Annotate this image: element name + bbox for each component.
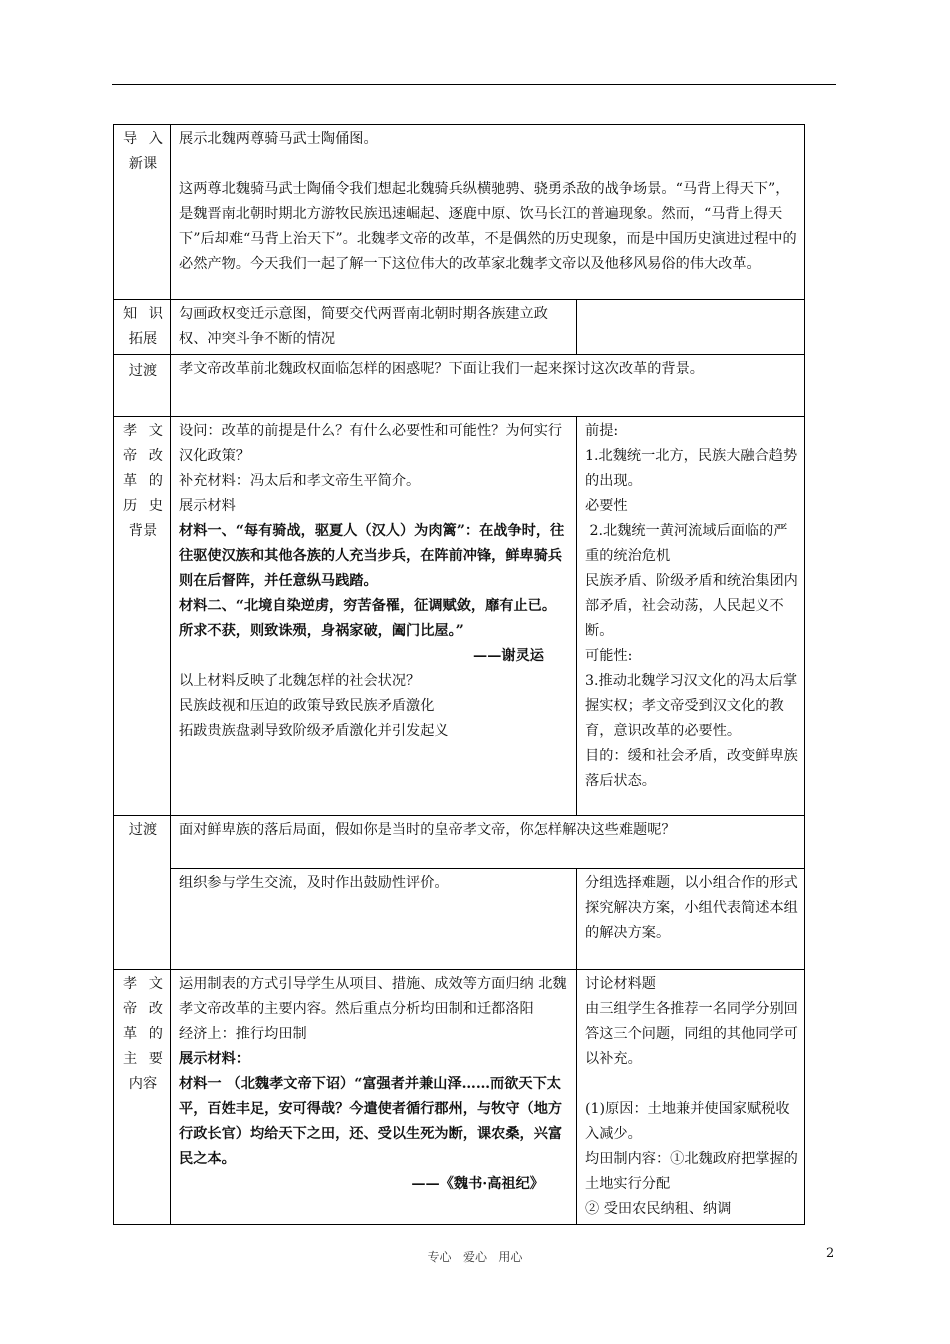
transition-1-cell [171,355,805,417]
label-background-line-4: 历 史 [123,498,163,514]
transition-2-right-cell [577,869,805,970]
row-content [114,970,805,1225]
background-right-4: 2.北魏统一黄河流域后面临的严重的统治危机 [585,523,788,564]
lesson-plan-table [113,124,805,1225]
label-background-line-5: 背景 [128,523,158,539]
label-background [114,417,171,816]
knowledge-text: 勾画政权变迁示意图，简要交代两晋南北朝时期各族建立政权、冲突斗争不断的情况 [179,306,548,347]
label-background-line-2: 帝 改 [123,448,163,464]
background-right-cell [577,417,805,816]
row-transition-2-top [114,816,805,869]
content-left-1: 运用制表的方式引导学生从项目、措施、成效等方面归纳 北魏孝文帝改革的主要内容。然后重点分析均田制和迁都洛阳 [179,976,567,1017]
background-right-1: 前提: [585,423,619,439]
intro-p2: 这两尊北魏骑马武士陶俑令我们想起北魏骑兵纵横驰骋、骁勇杀敌的战争场景。“马背上得天下”，是魏晋南北朝时期北方游牧民族迅速崛起、逐鹿中原、饮马长江的普遍现象。然而，“马背上得天下”后却难“马背上治天下”。北魏孝文帝的改革，不是偶然的历史现象，而是中国历史演进过程中的必然产物。今天我们一起了解一下这位伟大的改革家北魏孝文帝以及他移风易俗的伟大改革。 [179,181,797,272]
background-right-7: 3.推动北魏学习汉文化的冯太后掌握实权；孝文帝受到汉文化的教育，意识改革的必要性。 [585,673,798,739]
background-right-6: 可能性: [585,648,633,664]
label-intro-line-1: 导 入 [123,131,163,147]
label-content-line-1: 孝 文 [123,976,163,992]
background-answer-1: 民族歧视和压迫的政策导致民族矛盾激化 [179,698,435,714]
label-content-line-3: 革 的 [123,1026,163,1042]
background-material-2: 材料二、“北境自染逆虏，穷苦备罹，征调赋敛，靡有止已。所求不获，则致诛殒，身祸家破，阖门比屋。” [179,598,557,639]
content-right-1: 讨论材料题 [585,976,656,992]
content-left-4: 材料一 （北魏孝文帝下诏）“富强者并兼山泽……而欲天下太平，百姓丰足，安可得哉？今遣使者循行郡州，与牧守（地方行政长官）均给天下之田，还、受以生死为断，课农桑，兴富民之本。 [179,1076,563,1167]
label-content-line-2: 帝 改 [123,1001,163,1017]
transition-2-top-cell [171,816,805,869]
row-transition-2-bottom [114,869,805,970]
label-content-line-5: 内容 [128,1076,158,1092]
background-question-4: 以上材料反映了北魏怎样的社会状况？ [179,673,421,689]
content-left-cell [171,970,577,1225]
background-question-1: 设问：改革的前提是什么？有什么必要性和可能性？为何实行汉化政策？ [179,423,563,464]
row-intro [114,125,805,300]
label-content-line-4: 主 要 [123,1051,163,1067]
label-transition-1: 过渡 [114,355,171,417]
background-answer-2: 拓跋贵族盘剥导致阶级矛盾激化并引发起义 [179,723,449,739]
background-material-2-source: ——谢灵运 [473,648,544,664]
label-transition-2: 过渡 [114,816,171,970]
label-knowledge-line-2: 拓展 [128,331,158,347]
background-right-5: 民族矛盾、阶级矛盾和统治集团内部矛盾，社会动荡，人民起义不断。 [585,573,798,639]
background-left-cell [171,417,577,816]
label-background-line-1: 孝 文 [123,423,163,439]
content-left-2: 经济上：推行均田制 [179,1026,307,1042]
transition-1-text: 孝文帝改革前北魏政权面临怎样的困惑呢？下面让我们一起来探讨这次改革的背景。 [179,361,704,377]
label-knowledge [114,300,171,355]
transition-2-top-text: 面对鲜卑族的落后局面，假如你是当时的皇帝孝文帝，你怎样解决这些难题呢？ [179,822,676,838]
label-intro-line-2: 新课 [128,156,158,172]
label-content [114,970,171,1225]
content-right-2: 由三组学生各推荐一名同学分别回答这三个问题，同组的其他同学可以补充。 [585,1001,798,1067]
content-right-5: ② 受田农民纳租、纳调 [585,1201,732,1217]
background-right-8: 目的：缓和社会矛盾，改变鲜卑族落后状态。 [585,748,798,789]
content-right-cell [577,970,805,1225]
label-knowledge-line-1: 知 识 [123,306,163,322]
row-transition-1 [114,355,805,417]
page-number: 2 [826,1246,835,1261]
background-material-1: 材料一、“每有骑战，驱夏人（汉人）为肉篱”：在战争时，往往驱使汉族和其他各族的人充当步兵，在阵前冲锋，鲜卑骑兵则在后督阵，并任意纵马践踏。 [179,523,565,589]
row-knowledge [114,300,805,355]
background-question-3: 展示材料 [179,498,236,514]
header-rule [112,84,836,85]
content-right-4: 均田制内容：①北魏政府把掌握的土地实行分配 [585,1151,798,1192]
content-right-3: (1)原因：土地兼并使国家赋税收入减少。 [585,1101,790,1142]
background-question-2: 补充材料：冯太后和孝文帝生平简介。 [179,473,421,489]
content-left-5: ——《魏书·高祖纪》 [411,1176,544,1192]
transition-2-right-text: 分组选择难题，以小组合作的形式探究解决方案，小组代表简述本组的解决方案。 [585,875,798,941]
background-right-3: 必要性 [585,498,628,514]
transition-2-left-text: 组织参与学生交流，及时作出鼓励性评价。 [179,875,449,891]
intro-p1: 展示北魏两尊骑马武士陶俑图。 [179,131,378,147]
knowledge-cell [171,300,577,355]
content-left-3: 展示材料： [179,1051,250,1067]
label-intro [114,125,171,300]
label-background-line-3: 革 的 [123,473,163,489]
row-background [114,417,805,816]
knowledge-right-cell [577,300,805,355]
transition-2-left-cell [171,869,577,970]
footer-text: 专心 爱心 用心 [427,1250,523,1264]
background-right-2: 1.北魏统一北方，民族大融合趋势的出现。 [585,448,798,489]
intro-cell [171,125,805,300]
